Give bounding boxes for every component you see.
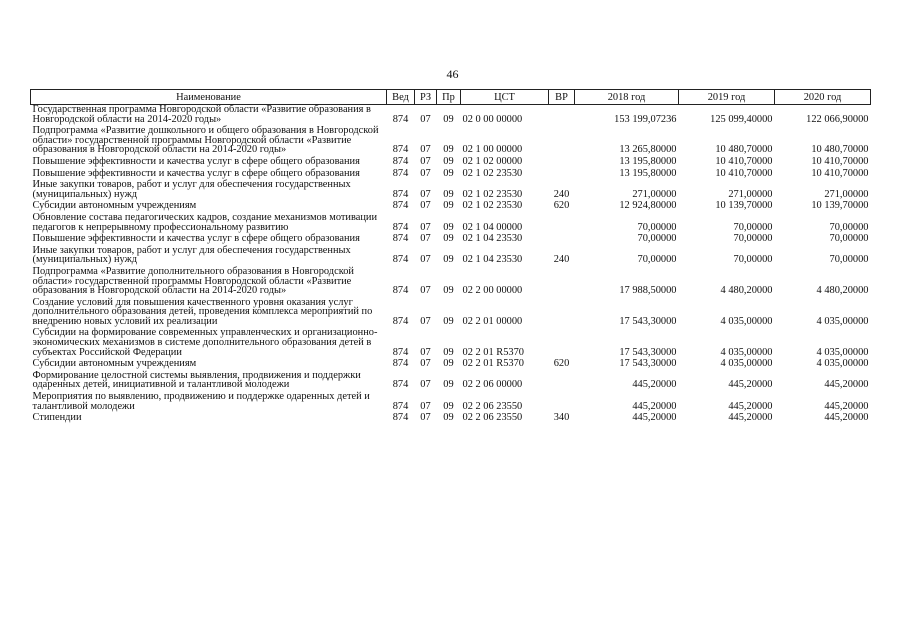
row-cst: 02 1 02 23530 [462,200,523,212]
row-name: Создание условий для повышения качественного уровня оказания услуг дополнительного образования детей, проведения комплекса мероприятий по внедрению новых условий их реализации [32,296,373,327]
row-name: Повышение эффективности и качества услуг в сфере общего образования [32,155,360,167]
row-pr: 09 [443,358,454,370]
row-2019: 70,00000 [733,221,773,233]
row-cst: 02 2 06 00000 [462,379,523,391]
row-2018: 445,20000 [632,400,677,412]
row-pr: 09 [443,144,454,156]
row-2019: 70,00000 [733,233,773,245]
row-vr: 340 [553,412,570,424]
table-row [31,328,871,359]
row-pr: 09 [443,379,454,391]
row-2020: 271,00000 [824,188,869,200]
row-ved: 874 [392,144,409,156]
row-2019: 125 099,40000 [710,113,773,125]
row-2019: 10 139,70000 [715,200,773,212]
row-name: Государственная программа Новгородской области «Развитие образования в Новгородской области на 2014-2020 годы» [32,104,371,125]
row-2018: 17 543,30000 [619,358,677,370]
header-ved: Вед [387,90,415,105]
row-name: Подпрограмма «Развитие дошкольного и общего образования в Новгородской области» государственной программы Новгородской области «Развитие образования в Новгородской области на 2014-2020 годы» [32,125,379,156]
table-row [31,246,871,267]
row-pr: 09 [443,412,454,424]
header-pr: Пр [437,90,461,105]
row-name: Субсидии автономным учреждениям [32,200,197,212]
row-2019: 10 410,70000 [715,167,773,179]
row-pr: 09 [443,285,454,297]
row-vr [549,371,575,392]
row-cst: 02 2 01 R5370 [462,358,524,370]
row-pr: 09 [443,188,454,200]
row-rz: 07 [420,233,431,245]
row-2020: 70,00000 [829,254,869,266]
row-cst: 02 2 06 23550 [462,400,523,412]
row-2019: 4 480,20000 [720,285,773,297]
row-name: Иные закупки товаров, работ и услуг для обеспечения государственных (муниципальных) нужд [32,244,351,266]
row-vr [549,105,575,127]
row-2020: 4 035,00000 [816,346,869,358]
row-vr [549,213,575,234]
row-2020: 70,00000 [829,221,869,233]
header-vr: ВР [549,90,575,105]
header-name: Наименование [31,90,387,105]
row-name: Мероприятия по выявлению, продвижению и поддержке одаренных детей и талантливой молодежи [32,391,370,412]
row-2020: 70,00000 [829,233,869,245]
row-rz: 07 [420,412,431,424]
row-2018: 153 199,07236 [614,113,677,125]
row-ved: 874 [392,379,409,391]
row-name: Формирование целостной системы выявления, продвижения и поддержки одаренных детей, инициативной и талантливой молодежи [32,369,361,391]
row-2018: 70,00000 [637,254,677,266]
row-2020: 445,20000 [824,400,869,412]
header-cst: ЦСТ [461,90,549,105]
row-ved: 874 [392,412,409,424]
row-2019: 271,00000 [728,188,773,200]
table-row [31,234,871,246]
table-row [31,371,871,392]
row-ved: 874 [392,167,409,179]
row-2019: 70,00000 [733,254,773,266]
row-pr: 09 [443,346,454,358]
row-vr [549,169,575,181]
row-2018: 70,00000 [637,221,677,233]
table-body [31,105,871,425]
row-rz: 07 [420,155,431,167]
row-rz: 07 [420,379,431,391]
row-2020: 4 035,00000 [816,358,869,370]
row-vr: 620 [553,358,570,370]
row-vr [549,392,575,413]
row-name: Стипендии [32,412,82,424]
row-name: Обновление состава педагогических кадров, создание механизмов мотивации педагогов к непрерывному профессиональному развитию [32,211,378,233]
row-name: Подпрограмма «Развитие дополнительного образования в Новгородской области» государственной программы Новгородской области «Развитие образования в Новгородской области на 2014-2020 годы» [32,265,354,297]
row-rz: 07 [420,315,431,327]
row-name: Повышение эффективности и качества услуг в сфере общего образования [32,167,360,179]
budget-table [30,89,871,425]
table-row [31,213,871,234]
row-cst: 02 1 04 00000 [462,221,523,233]
row-2020: 10 410,70000 [811,155,869,167]
row-2019: 10 480,70000 [715,144,773,156]
row-vr [549,298,575,329]
row-name: Иные закупки товаров, работ и услуг для обеспечения государственных (муниципальных) нужд [32,179,351,200]
row-cst: 02 1 04 23530 [462,254,523,266]
row-2019: 445,20000 [728,400,773,412]
table-row [31,267,871,298]
row-pr: 09 [443,400,454,412]
row-rz: 07 [420,400,431,412]
row-rz: 07 [420,346,431,358]
row-ved: 874 [392,254,409,266]
row-ved: 874 [392,400,409,412]
table-row [31,392,871,413]
row-2018: 17 543,30000 [619,315,677,327]
row-ved: 874 [392,200,409,212]
row-ved: 874 [392,315,409,327]
row-ved: 874 [392,233,409,245]
row-cst: 02 1 02 23530 [462,167,523,179]
row-2019: 4 035,00000 [720,346,773,358]
row-cst: 02 2 06 23550 [462,412,523,424]
row-2020: 4 035,00000 [816,315,869,327]
row-pr: 09 [443,233,454,245]
row-pr: 09 [443,113,454,125]
row-2018: 17 988,50000 [619,285,677,297]
row-2020: 122 066,90000 [806,113,869,125]
row-2018: 13 195,80000 [619,155,677,167]
row-name: Субсидии на формирование современных управленческих и организационно-экономических механизмов в системе дополнительного образования детей в субъектах Российской Федерации [32,327,378,358]
row-2018: 12 924,80000 [619,200,677,212]
row-vr [549,328,575,359]
row-pr: 09 [443,200,454,212]
row-ved: 874 [392,113,409,125]
row-cst: 02 0 00 00000 [462,113,523,125]
row-ved: 874 [392,358,409,370]
row-rz: 07 [420,254,431,266]
row-2018: 17 543,30000 [619,346,677,358]
row-name: Повышение эффективности и качества услуг в сфере общего образования [32,233,360,245]
row-2018: 13 195,80000 [619,167,677,179]
row-2018: 445,20000 [632,412,677,424]
row-rz: 07 [420,188,431,200]
row-ved: 874 [392,155,409,167]
header-rz: РЗ [415,90,437,105]
row-2018: 271,00000 [632,188,677,200]
row-vr [549,234,575,246]
row-rz: 07 [420,167,431,179]
row-rz: 07 [420,285,431,297]
row-vr: 620 [553,200,570,212]
row-cst: 02 1 02 23530 [462,188,523,200]
row-rz: 07 [420,221,431,233]
row-vr [549,126,575,157]
row-cst: 02 1 04 23530 [462,233,523,245]
row-2020: 445,20000 [824,412,869,424]
row-cst: 02 2 01 R5370 [462,346,524,358]
row-2020: 10 480,70000 [811,144,869,156]
table-row [31,413,871,425]
row-vr [549,267,575,298]
row-pr: 09 [443,167,454,179]
table-row [31,126,871,157]
row-rz: 07 [420,144,431,156]
row-pr: 09 [443,254,454,266]
row-2018: 445,20000 [632,379,677,391]
row-cst: 02 2 01 00000 [462,315,523,327]
table-row [31,298,871,329]
table-row [31,105,871,127]
row-2019: 445,20000 [728,379,773,391]
row-name: Субсидии автономным учреждениям [32,358,197,370]
row-rz: 07 [420,358,431,370]
row-2020: 10 410,70000 [811,167,869,179]
row-rz: 07 [420,113,431,125]
header-row [31,90,871,105]
row-2020: 4 480,20000 [816,285,869,297]
row-ved: 874 [392,221,409,233]
row-cst: 02 2 00 00000 [462,285,523,297]
row-rz: 07 [420,200,431,212]
row-cst: 02 1 00 00000 [462,144,523,156]
page-number: 46 [446,67,459,81]
row-2019: 4 035,00000 [720,358,773,370]
row-2019: 4 035,00000 [720,315,773,327]
header-2019: 2019 год [679,90,775,105]
row-2020: 445,20000 [824,379,869,391]
row-vr: 240 [553,254,570,266]
row-2018: 70,00000 [637,233,677,245]
table-row [31,180,871,201]
row-2018: 13 265,80000 [619,144,677,156]
row-vr [549,157,575,169]
table-row [31,157,871,169]
row-pr: 09 [443,315,454,327]
row-ved: 874 [392,188,409,200]
header-2018: 2018 год [575,90,679,105]
row-pr: 09 [443,221,454,233]
row-vr: 240 [553,188,570,200]
row-ved: 874 [392,346,409,358]
header-2020: 2020 год [775,90,871,105]
row-2020: 10 139,70000 [811,200,869,212]
row-pr: 09 [443,155,454,167]
row-cst: 02 1 02 00000 [462,155,523,167]
row-ved: 874 [392,285,409,297]
row-2019: 445,20000 [728,412,773,424]
row-2019: 10 410,70000 [715,155,773,167]
